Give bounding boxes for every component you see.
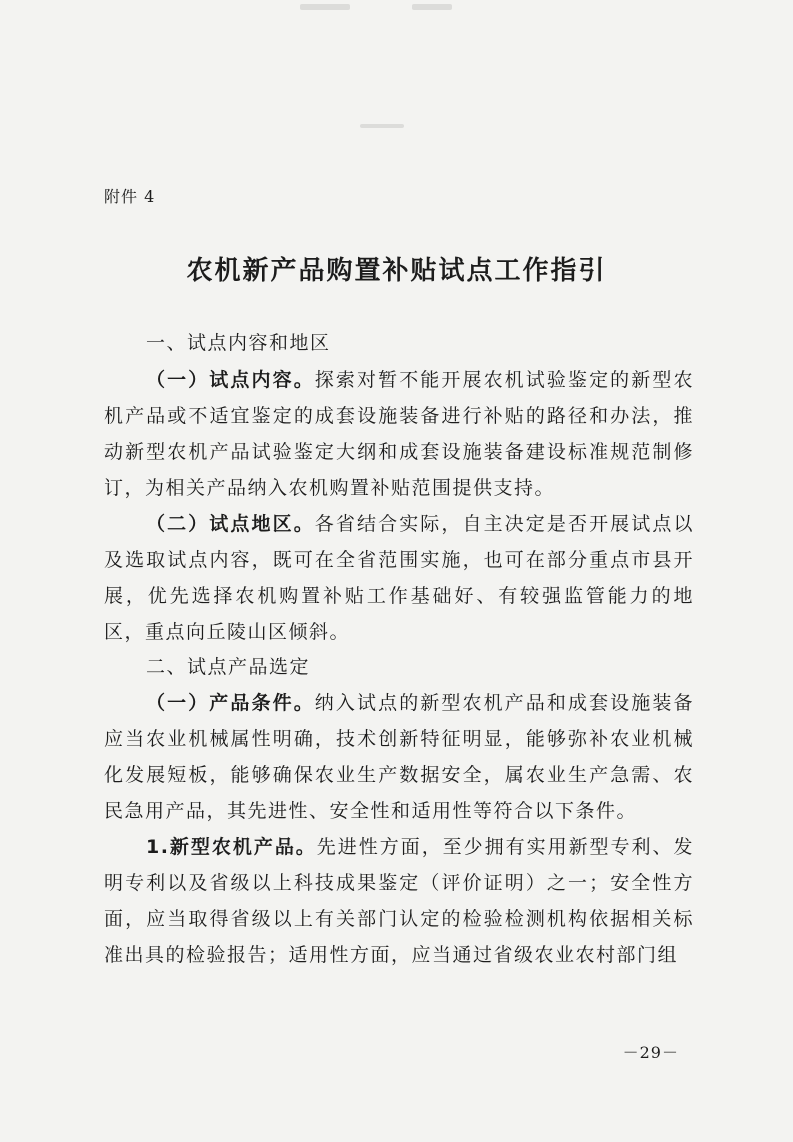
paragraph-lead: （一）试点内容。 <box>146 369 315 391</box>
section-heading-2: 二、试点产品选定 <box>146 656 311 678</box>
paragraph-text: 先进性方面，至少拥有实用新型专利、发明专利以及省级以上科技成果鉴定（评价证明）之一；安全性方面，应当取得省级以上有关部门认定的检验检测机构依据相关标准出具的检验报告；适用性方面，应当通过省级农业农村部门组 <box>104 836 694 966</box>
scan-mark <box>300 4 350 10</box>
paragraph-text: 纳入试点的新型农机产品和成套设施装备应当农业机械属性明确，技术创新特征明显，能够弥补农业机械化发展短板，能够确保农业生产数据安全，属农业生产急需、农民急用产品，其先进性、安全性和适用性等符合以下条件。 <box>104 692 694 822</box>
paragraph-lead: （一）产品条件。 <box>146 692 315 714</box>
section-heading-1: 一、试点内容和地区 <box>146 332 331 354</box>
paragraph-text: 探索对暂不能开展农机试验鉴定的新型农机产品或不适宜鉴定的成套设施装备进行补贴的路径和办法，推动新型农机产品试验鉴定大纲和成套设施装备建设标准规范制修订，为相关产品纳入农机购置补贴范围提供支持。 <box>104 369 694 499</box>
page-title: 农机新产品购置补贴试点工作指引 <box>186 256 607 286</box>
paragraph-lead: 1.新型农机产品。 <box>146 836 317 858</box>
paragraph-content <box>104 362 694 506</box>
paragraph-conditions <box>104 685 694 829</box>
paragraph-text: 各省结合实际，自主决定是否开展试点以及选取试点内容，既可在全省范围实施，也可在部分重点市县开展，优先选择农机购置补贴工作基础好、有较强监管能力的地区，重点向丘陵山区倾斜。 <box>104 513 694 643</box>
paragraph-new-products <box>104 829 694 973</box>
paragraph-lead: （二）试点地区。 <box>146 513 315 535</box>
scan-mark <box>360 124 404 128</box>
paragraph-region <box>104 506 694 650</box>
attachment-label: 附件 4 <box>104 187 156 206</box>
scan-mark <box>412 4 452 10</box>
page-number: －29－ <box>622 1043 679 1062</box>
